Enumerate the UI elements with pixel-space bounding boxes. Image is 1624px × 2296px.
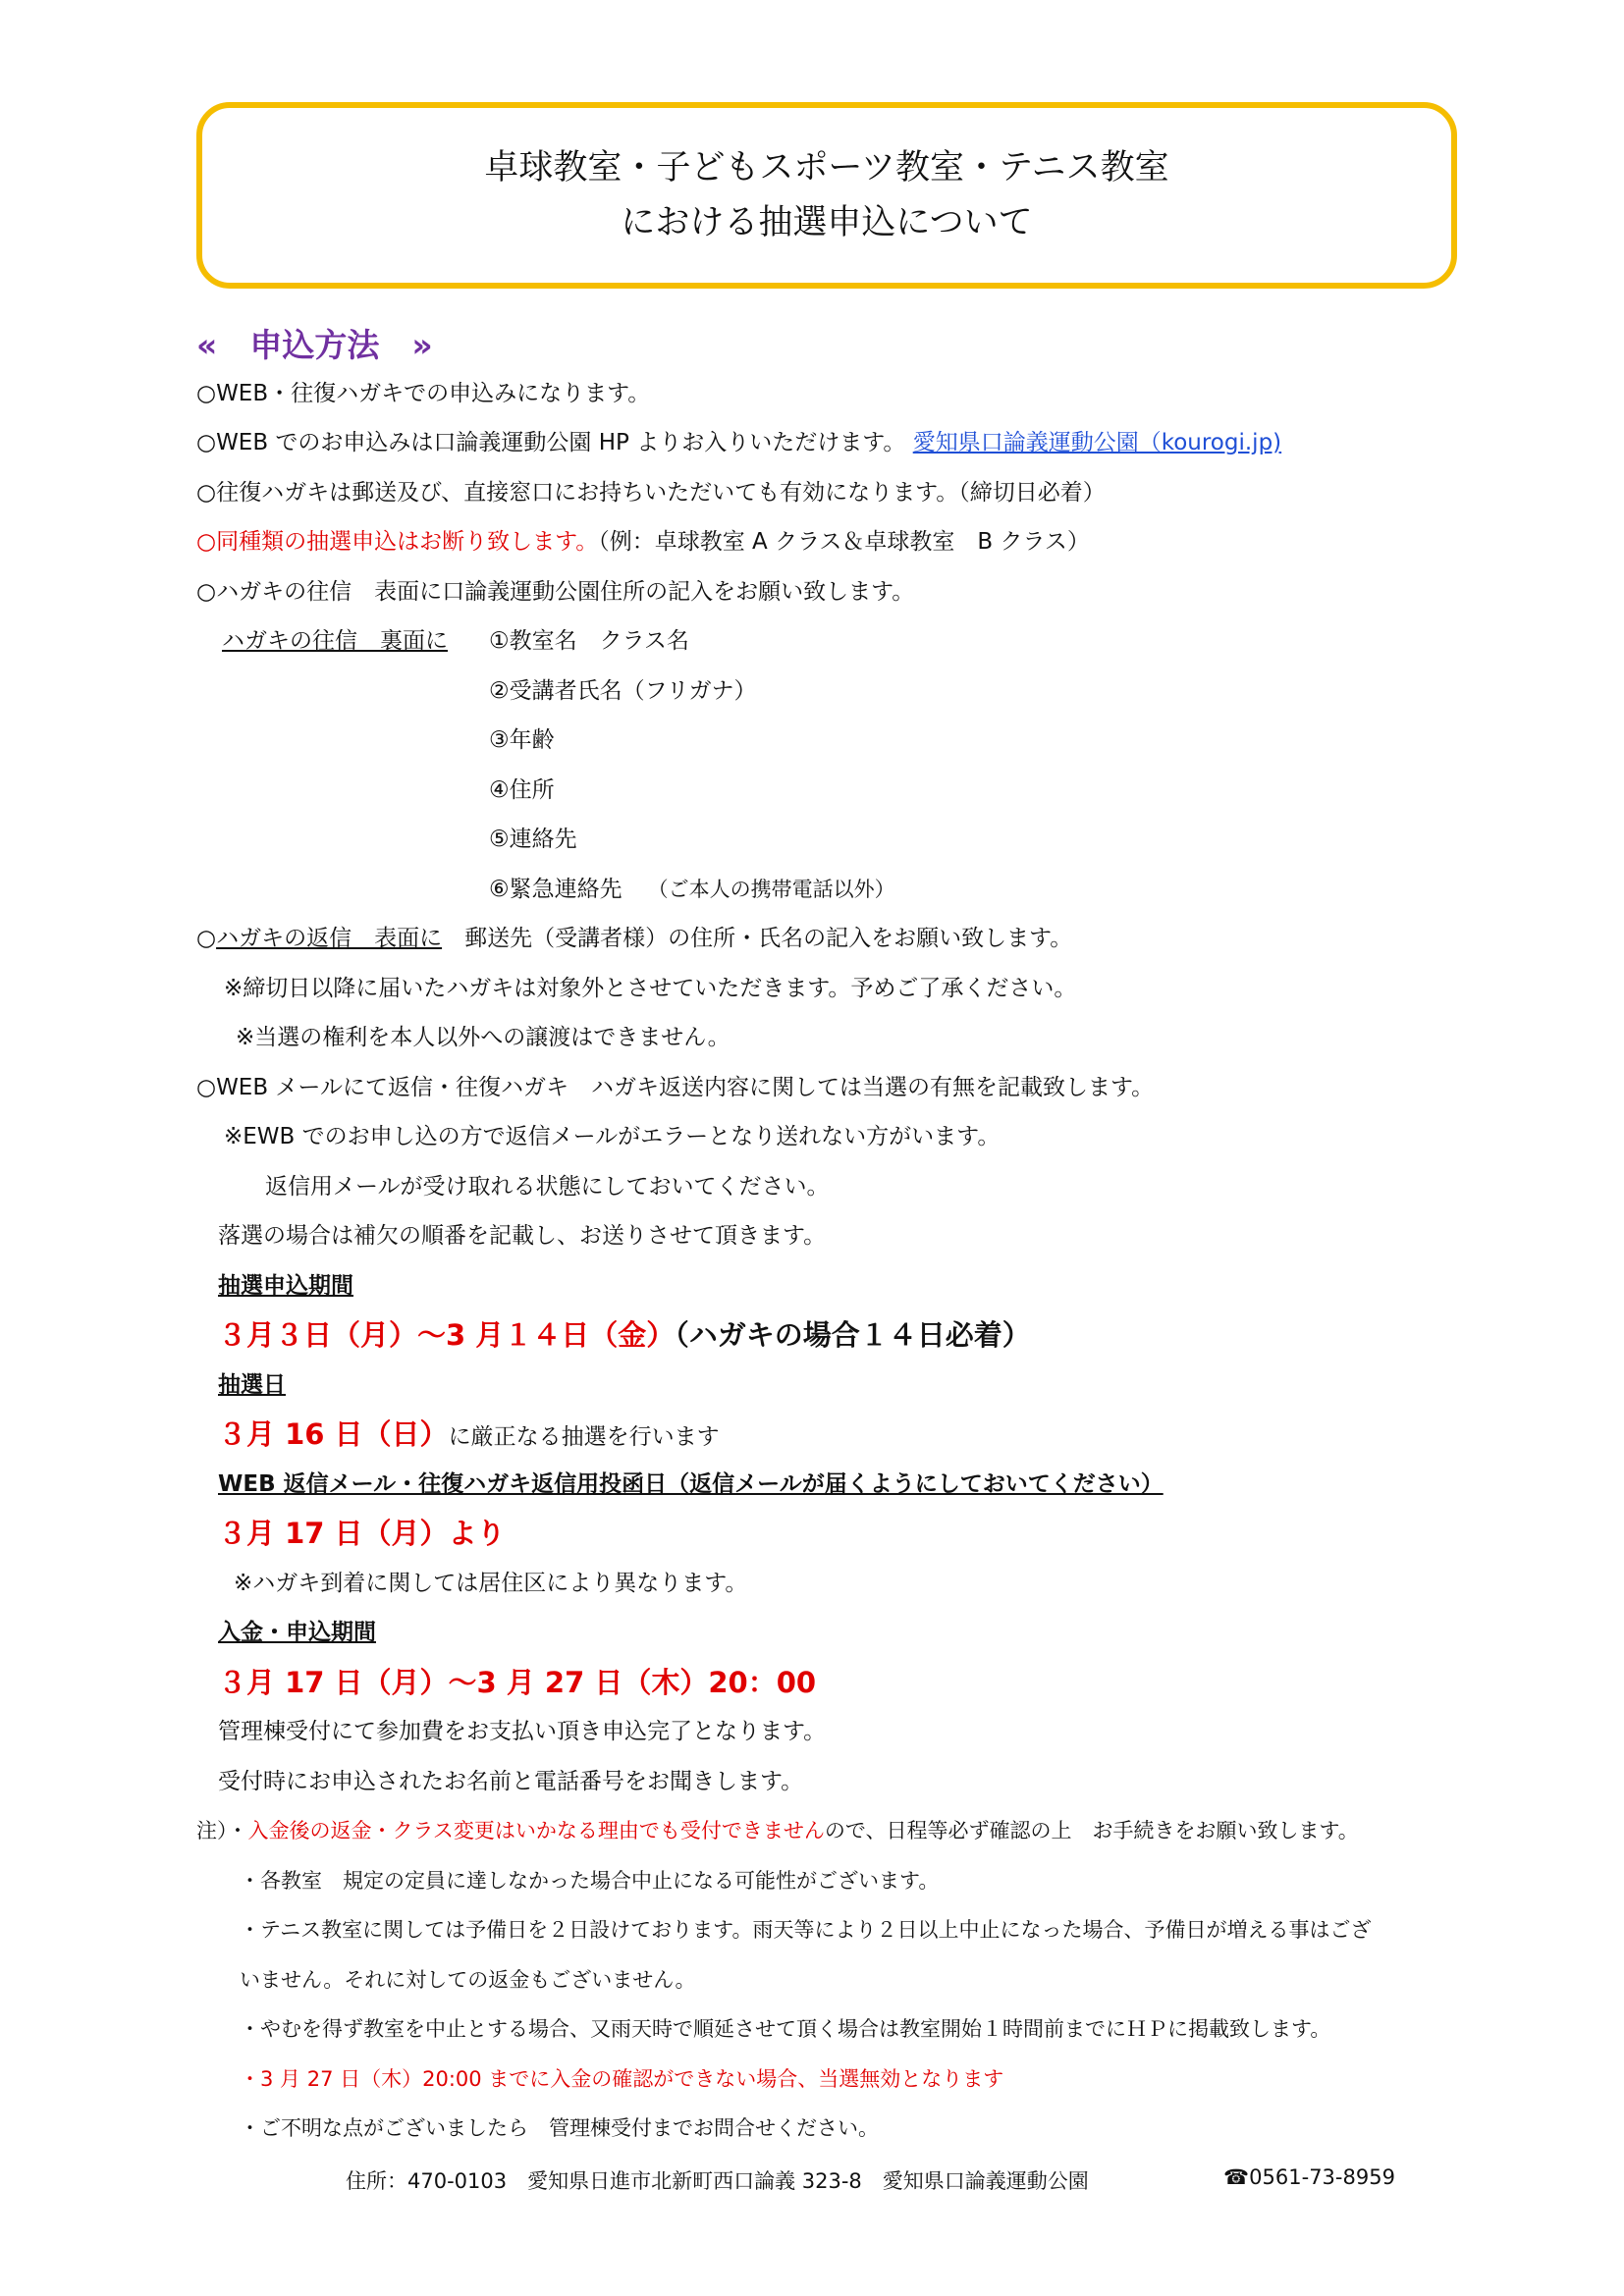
item-age: ③年齢 bbox=[489, 727, 555, 753]
lottery-day-note: に厳正なる抽選を行います bbox=[448, 1424, 720, 1450]
notice-no-refund-red: 入金後の返金・クラス変更はいかなる理由でも受付できません bbox=[247, 1819, 825, 1842]
reply-date-label: WEB 返信メール・往復ハガキ返信用投函日（返信メールが届くようにしておいてください） bbox=[218, 1471, 1164, 1497]
outgoing-back-label: ハガキの往信 裏面に bbox=[222, 628, 448, 654]
payment-period-label: 入金・申込期間 bbox=[218, 1620, 376, 1645]
lottery-period-label: 抽選申込期間 bbox=[218, 1273, 353, 1299]
line-reply-prefix: ○ bbox=[196, 926, 217, 951]
lottery-period bbox=[218, 1320, 1031, 1350]
line-same-type bbox=[196, 527, 1090, 557]
line-same-type-prefix: ○ bbox=[196, 529, 217, 555]
lottery-day-label: 抽選日 bbox=[218, 1372, 286, 1398]
note-deadline: ※締切日以降に届いたハガキは対象外とさせていただきます。予めご了承ください。 bbox=[224, 976, 1077, 1001]
item-contact: ⑤連絡先 bbox=[489, 827, 577, 852]
notice-inquiries: ・ご不明な点がございましたら 管理棟受付までお問合せください。 bbox=[240, 2116, 879, 2140]
lottery-day bbox=[218, 1419, 720, 1452]
reply-date-note: ※ハガキ到着に関しては居住区により異なります。 bbox=[234, 1571, 748, 1596]
notice-min-capacity: ・各教室 規定の定員に達しなかった場合中止になる可能性がございます。 bbox=[240, 1869, 940, 1893]
note-no-transfer: ※当選の権利を本人以外への譲渡はできません。 bbox=[236, 1025, 731, 1050]
footer-phone bbox=[1223, 2165, 1395, 2189]
telephone-icon: ☎ bbox=[1223, 2165, 1250, 2189]
payment-note-1: 管理棟受付にて参加費をお支払い頂き申込完了となります。 bbox=[218, 1719, 827, 1744]
note-mail-error: ※EWB でのお申し込の方で返信メールがエラーとなり送れない方がいます。 bbox=[224, 1124, 1001, 1149]
line-reply-text: 郵送先（受講者様）の住所・氏名の記入をお願い致します。 bbox=[442, 926, 1073, 951]
line-same-type-example: （例：卓球教室 A クラス＆卓球教室 B クラス） bbox=[598, 529, 1090, 555]
line-same-type-warning: 同種類の抽選申込はお断り致します。 bbox=[216, 529, 599, 555]
notice-no-refund bbox=[196, 1816, 1359, 1845]
lottery-period-note: （ハガキの場合１４日必着） bbox=[675, 1318, 1031, 1352]
line-web-hp-text: ○WEB でのお申込みは口論義運動公園 HP よりお入りいただけます。 bbox=[196, 430, 906, 455]
item-emergency-contact bbox=[489, 875, 895, 904]
line-reply-label: ハガキの返信 表面に bbox=[216, 926, 443, 951]
note-mail-ready: 返信用メールが受け取れる状態にしておいてください。 bbox=[265, 1174, 830, 1200]
kourogi-link[interactable]: 愛知県口論義運動公園（kourogi.jp) bbox=[912, 430, 1282, 455]
footer-phone-number: 0561-73-8959 bbox=[1249, 2165, 1395, 2189]
lottery-period-value: ３月３日（月）～3 月１４日（金） bbox=[218, 1318, 676, 1352]
line-web-hagaki: ○WEB・往復ハガキでの申込みになります。 bbox=[196, 381, 651, 406]
lottery-day-value: ３月 16 日（日） bbox=[218, 1417, 449, 1451]
title-line-2: における抽選申込について bbox=[621, 203, 1033, 242]
payment-period-value: ３月 17 日（月）～3 月 27 日（木）20：00 bbox=[218, 1666, 817, 1699]
notice-cancellation: ・やむを得ず教室を中止とする場合、又雨天時で順延させて頂く場合は教室開始１時間前までにＨＰに掲載致します。 bbox=[240, 2017, 1331, 2041]
line-web-mail-reply: ○WEB メールにて返信・往復ハガキ ハガキ返送内容に関しては当選の有無を記載致します。 bbox=[196, 1075, 1155, 1100]
section-heading: « 申込方法 » bbox=[196, 326, 433, 364]
line-outgoing-front: ○ハガキの往信 表面に口論義運動公園住所の記入をお願い致します。 bbox=[196, 579, 915, 605]
item-student-name: ②受講者氏名（フリガナ） bbox=[489, 678, 757, 704]
item-emergency-label: ⑥緊急連絡先 bbox=[489, 877, 623, 902]
note-waitlist: 落選の場合は補欠の順番を記載し、お送りさせて頂きます。 bbox=[218, 1223, 827, 1249]
title-line-1: 卓球教室・子どもスポーツ教室・テニス教室 bbox=[484, 148, 1169, 187]
item-emergency-note: （ご本人の携帯電話以外） bbox=[647, 878, 895, 901]
notice-tennis-reserve-a: ・テニス教室に関しては予備日を２日設けております。雨天等により２日以上中止になった場合、予備日が増える事はござ bbox=[240, 1918, 1372, 1942]
notice-payment-deadline: ・3 月 27 日（木）20:00 までに入金の確認ができない場合、当選無効となります bbox=[240, 2067, 1004, 2091]
payment-note-2: 受付時にお申込されたお名前と電話番号をお聞きします。 bbox=[218, 1769, 804, 1794]
title-frame bbox=[196, 102, 1457, 289]
line-reply-front bbox=[196, 924, 1072, 953]
item-class-name: ①教室名 クラス名 bbox=[489, 628, 689, 654]
footer-address: 住所：470-0103 愛知県日進市北新町西口論義 323-8 愛知県口論義運動公園 bbox=[346, 2169, 1089, 2193]
line-postcard-mail: ○往復ハガキは郵送及び、直接窓口にお持ちいただいても有効になります。（締切日必着） bbox=[196, 480, 1106, 506]
line-web-hp bbox=[196, 428, 1281, 457]
notice-prefix: 注）・ bbox=[196, 1819, 248, 1842]
item-address: ④住所 bbox=[489, 777, 555, 803]
notice-no-refund-rest: ので、日程等必ず確認の上 お手続きをお願い致します。 bbox=[824, 1819, 1359, 1842]
notice-tennis-reserve-b: いません。それに対しての返金もございません。 bbox=[240, 1968, 696, 1992]
reply-date-value: ３月 17 日（月）より bbox=[218, 1517, 506, 1550]
